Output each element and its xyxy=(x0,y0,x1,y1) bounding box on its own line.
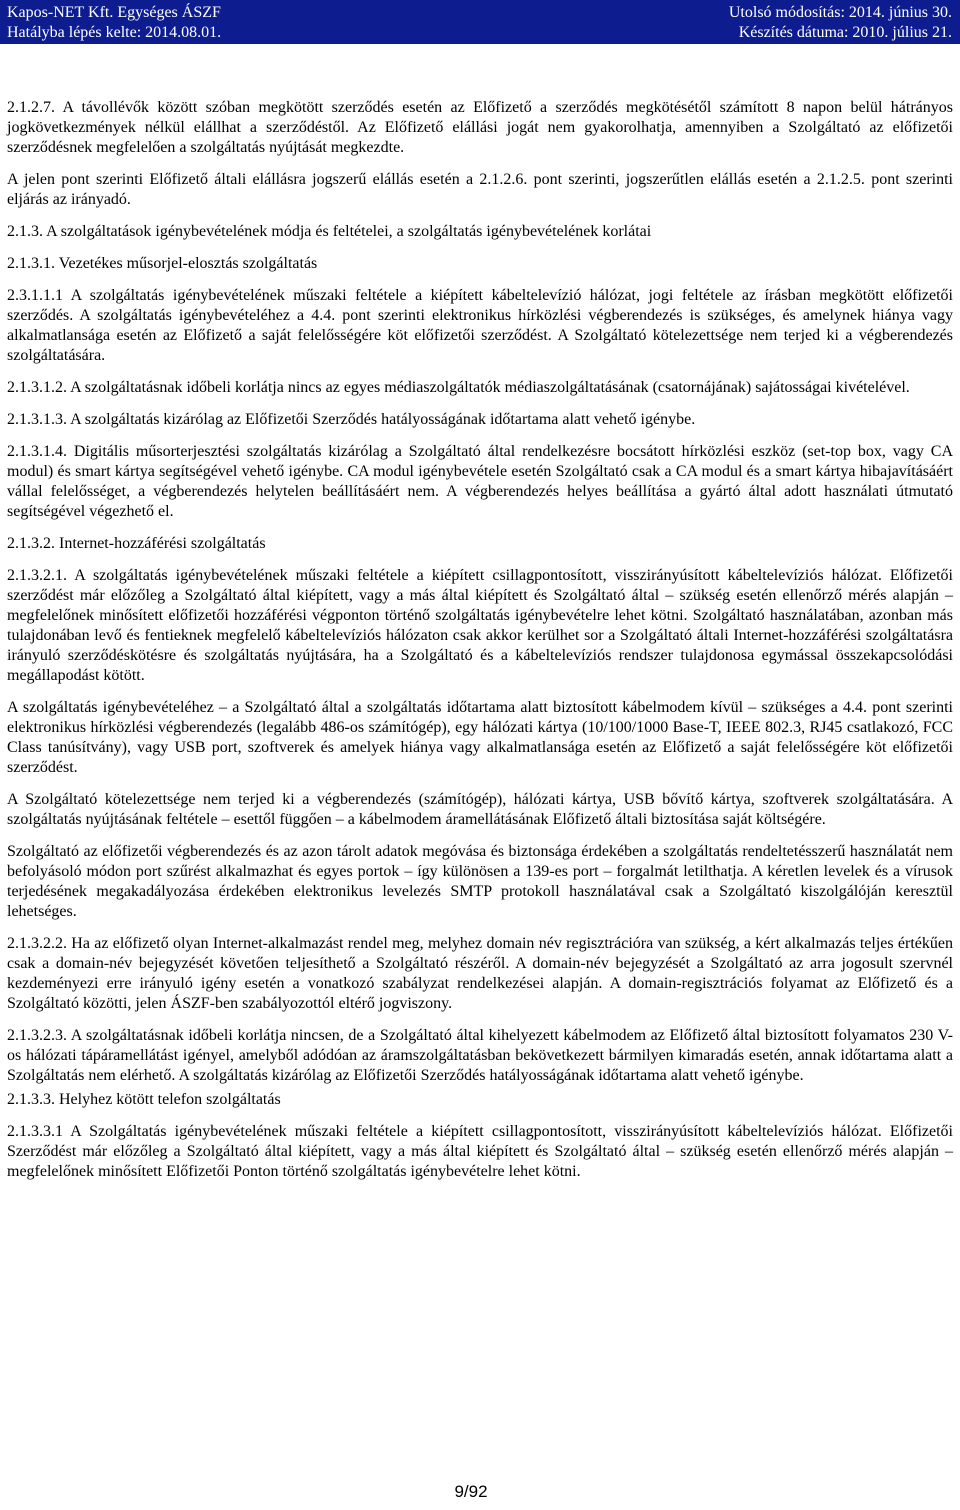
paragraph-2-1-3-2-1: 2.1.3.2.1. A szolgáltatás igénybevételének műszaki feltétele a kiépített csillagpontosított, visszirányúsított kábeltelevíziós hálózat. Előfizetői szerződést már előzőleg a Szolgáltató által kiépített, vagy a más által kiépített és Szolgáltató által – szükség esetén ellenőrző mérés alapján – megfelelőnek minősített előfizetői hozzáférési végponton történő szolgáltatás igénybevételre lehet kötni. Szolgáltató használatában, azonban más tulajdonában levő és fentieknek megfelelő kábeltelevíziós hálózaton csak akkor kerülhet sor a Szolgáltató általi Internet-hozzáférési szolgáltatásra irányuló szerződéskötésre és szolgáltatás nyújtására, ha a Szolgáltató és a kábeltelevíziós rendszer tulajdonosa egymással összekapcsolódási megállapodást kötött. xyxy=(7,567,953,684)
header-created-date: Készítés dátuma: 2010. július 21. xyxy=(738,24,952,41)
paragraph-2-1-3-2-2: 2.1.3.2.2. Ha az előfizető olyan Internet-alkalmazást rendel meg, melyhez domain név regisztrációra van szükség, a kért alkalmazás teljes értékűen csak a domain-név bejegyzését követően teljesíthető a Szolgáltató részéről. A domain-név bejegyzését a Szolgáltató az arra jogosult szervnél kezdeményezi erre irányuló igény esetén a vonatkozó szabályzat rendelkezései alapján. A domain-regisztrációs folyamat az Előfizető és a Szolgáltató közötti, jelen ÁSZF-ben szabályozottól eltérő jogviszony. xyxy=(7,935,953,1012)
paragraph-port-filtering: Szolgáltató az előfizetői végberendezés és az azon tárolt adatok megóvása és biztonsága érdekében a szolgáltatás rendeltetésszerű használatát nem befolyásoló módon port szűrést alkalmazhat és egyes portok – így különösen a 139-es port – forgalmát letilthatja. A kéretlen levelek és a vírusok terjedésének megakadályozása érdekében elektronikus levelezés SMTP protokoll használatával csak a Szolgáltató kiszolgálóján keresztül lehetséges. xyxy=(7,843,953,920)
header-left xyxy=(7,3,221,43)
paragraph-internet-requirements: A szolgáltatás igénybevételéhez – a Szolgáltató által a szolgáltatás időtartama alatt biztosított kábelmodem kívül – szükséges a 4.4. pont szerinti elektronikus hírközlési végberendezés (legalább 486-os számítógép), egy hálózati kártya (10/100/1000 Base-T, IEEE 802.3, RJ45 csatlakozó, FCC Class tanúsítvány), vagy USB port, szoftverek és amelyek hiánya vagy alkalmatlansága esetén az Előfizető a saját felelősségére köt előfizetői szerződést. xyxy=(7,699,953,776)
paragraph-2-1-3-2-3: 2.1.3.2.3. A szolgáltatásnak időbeli korlátja nincsen, de a Szolgáltató által kihelyezett kábelmodem az Előfizető által biztosított folyamatos 230 V-os hálózati tápáramellátást igényel, amelyből adódóan az áramszolgáltatásban bekövetkezett bármilyen kimaradás esetén, annak időtartama alatt a Szolgáltatás nem elérhető. A szolgáltatás kizárólag az Előfizetői Szerződés hatályosságának időtartama alatt vehető igénybe. xyxy=(7,1027,953,1084)
paragraph-2-3-1-1-1: 2.3.1.1.1 A szolgáltatás igénybevételének műszaki feltétele a kiépített kábeltelevízió hálózat, jogi feltétele az írásban megkötött előfizetői szerződés. A szolgáltatás igénybevételéhez a 4.4. pont szerinti elektronikus hírközlési végberendezés is szükséges, és amelynek hiánya vagy alkalmatlansága esetén az Előfizető a saját felelősségére köt előfizetői szerződést. A Szolgáltató kötelezettsége nem terjed ki a végberendezés szolgáltatására. xyxy=(7,287,953,364)
section-heading-2-1-3-1: 2.1.3.1. Vezetékes műsorjel-elosztás szolgáltatás xyxy=(7,255,318,272)
paragraph-provider-obligations: A Szolgáltató kötelezettsége nem terjed ki a végberendezés (számítógép), hálózati kártya, USB bővítő kártya, szoftverek szolgáltatására. A szolgáltatás nyújtásának feltétele – esettől függően – a kábelmodem áramellátásának Előfizető általi biztosítása saját költségére. xyxy=(7,791,953,828)
paragraph-2-1-3-1-3: 2.1.3.1.3. A szolgáltatás kizárólag az Előfizetői Szerződés hatályosságának időtartama alatt vehető igénybe. xyxy=(7,411,696,428)
section-heading-2-1-3: 2.1.3. A szolgáltatások igénybevételének módja és feltételei, a szolgáltatás igénybevételének korlátai xyxy=(7,223,652,240)
paragraph-2-1-3-3-1: 2.1.3.3.1 A Szolgáltatás igénybevételének műszaki feltétele a kiépített csillagpontosított, visszirányúsított kábeltelevíziós hálózat. Előfizetői Szerződést már előzőleg a Szolgáltató által kiépített, vagy a más által kiépített és Szolgáltató által – szükség esetén ellenőrző mérés alapján – megfelelőnek minősített Előfizetői Ponton történő szolgáltatás igénybevételre lehet kötni. xyxy=(7,1123,953,1180)
paragraph-2-1-3-1-4: 2.1.3.1.4. Digitális műsorterjesztési szolgáltatás kizárólag a Szolgáltató által rendelkezésre bocsátott hírközlési eszköz (set-top box, vagy CA modul) és smart kártya segítségével vehető igénybe. CA modul igénybevétele esetén Szolgáltató csak a CA modul és a smart kártya hibajavításáért vállal felelősséget, a végberendezés helytelen beállításáért nem. A végberendezés helyes beállítása a gyártó által adott használati útmutató segítségével végezhető el. xyxy=(7,443,953,520)
paragraph-2-1-3-1-2: 2.1.3.1.2. A szolgáltatásnak időbeli korlátja nincs az egyes médiaszolgáltatók médiaszolgáltatásának (csatornájának) sajátosságai kivételével. xyxy=(7,379,910,396)
page-number: 9/92 xyxy=(454,1482,488,1501)
section-heading-2-1-3-2: 2.1.3.2. Internet-hozzáférési szolgáltatás xyxy=(7,535,266,552)
header-modified-date: Utolsó módosítás: 2014. június 30. xyxy=(728,4,952,21)
header-company: Kapos-NET Kft. Egységes ÁSZF xyxy=(7,4,221,21)
paragraph-withdrawal-procedure: A jelen pont szerinti Előfizető általi elállásra jogszerű elállás esetén a 2.1.2.6. pont szerinti, jogszerűtlen elállás esetén a 2.1.2.5. pont szerinti eljárás az irányadó. xyxy=(7,171,953,208)
header-right xyxy=(729,3,952,43)
document-header xyxy=(0,0,960,44)
paragraph-2-1-2-7: 2.1.2.7. A távollévők között szóban megkötött szerződés esetén az Előfizető a szerződés megkötésétől számított 8 napon belül hátrányos jogkövetkezmények nélkül elállhat a szerződéstől. Az Előfizető elállási jogát nem gyakorolhatja, amennyiben a Szolgáltató az előfizetői szerződésnek megfelelően a szolgáltatás nyújtását megkezdte. xyxy=(7,99,953,156)
header-effective-date: Hatályba lépés kelte: 2014.08.01. xyxy=(7,24,222,41)
document-body xyxy=(7,98,953,1194)
page-footer xyxy=(0,1482,960,1502)
section-heading-2-1-3-3: 2.1.3.3. Helyhez kötött telefon szolgáltatás xyxy=(7,1091,281,1108)
